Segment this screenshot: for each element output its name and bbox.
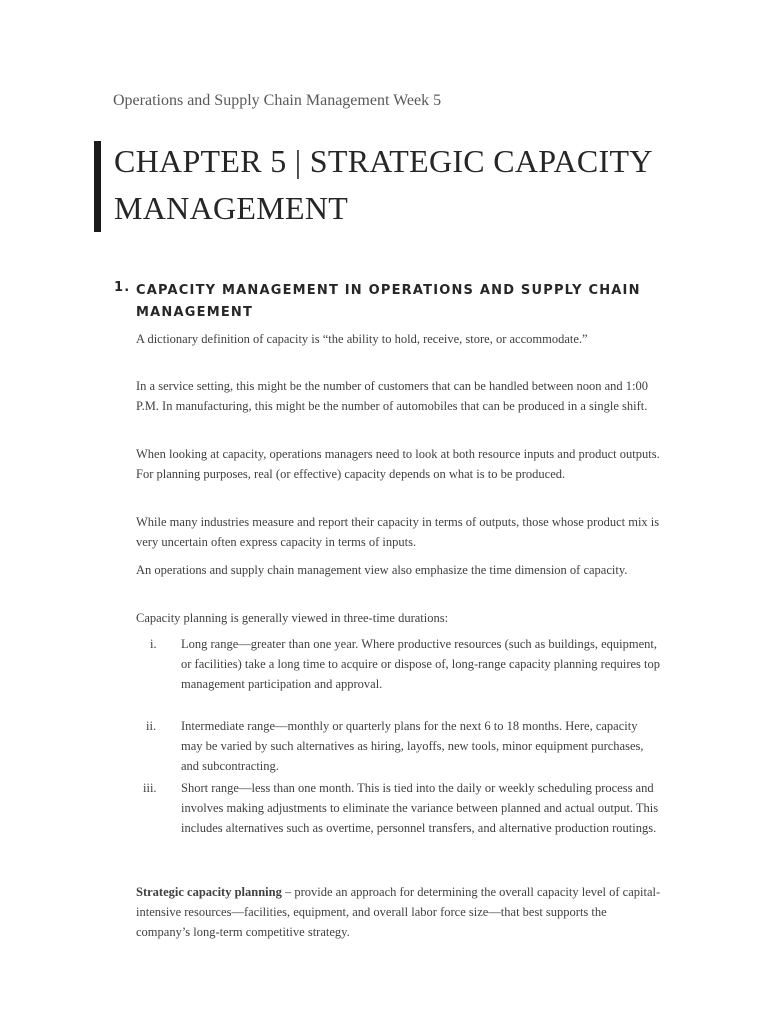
section-number: 1. — [114, 280, 131, 295]
section-heading: CAPACITY MANAGEMENT IN OPERATIONS AND SUPPLY CHAIN MANAGEMENT — [136, 283, 641, 320]
paragraph-time-dimension: An operations and supply chain management view also emphasize the time dimension of capacity. — [136, 563, 628, 577]
strategic-definition — [136, 882, 661, 942]
list-item-short-range: Short range—less than one month. This is tied into the daily or weekly scheduling process and involves making adjustments to eliminate the variance between planned and actual output. This includes alternatives such as overtime, personnel transfers, and alternative production routings. — [181, 781, 659, 835]
list-marker: i. — [150, 637, 157, 651]
strategic-term: Strategic capacity planning — [136, 885, 282, 899]
paragraph-inputs-outputs: When looking at capacity, operations managers need to look at both resource inputs and product outputs. For planning purposes, real (or effective) capacity depends on what is to be produced. — [136, 447, 660, 481]
list-marker: ii. — [146, 719, 157, 733]
paragraph-definition: A dictionary definition of capacity is “the ability to hold, receive, store, or accommodate.” — [136, 332, 588, 346]
list-item-intermediate-range: Intermediate range—monthly or quarterly plans for the next 6 to 18 months. Here, capacity may be varied by such alternatives as hiring, layoffs, new tools, minor equipment purchases, and subcontracting. — [181, 719, 644, 773]
document-header: Operations and Supply Chain Management Week 5 — [113, 92, 442, 109]
list-item-long-range: Long range—greater than one year. Where productive resources (such as buildings, equipment, or facilities) take a long time to acquire or dispose of, long-range capacity planning requires top management participation and approval. — [181, 637, 661, 691]
paragraph-industries: While many industries measure and report their capacity in terms of outputs, those whose product mix is very uncertain often express capacity in terms of inputs. — [136, 515, 660, 549]
paragraph-service-setting: In a service setting, this might be the number of customers that can be handled between noon and 1:00 P.M. In manufacturing, this might be the number of automobiles that can be produced in a single shift. — [136, 379, 649, 413]
chapter-title: CHAPTER 5 | STRATEGIC CAPACITY MANAGEMENT — [114, 143, 652, 226]
strategic-definition-text: – provide an approach for determining the overall capacity level of capital-intensive resources—facilities, equipment, and overall labor force size—that best supports the company’s long-term competitive strategy. — [136, 885, 661, 939]
paragraph-durations: Capacity planning is generally viewed in three-time durations: — [136, 611, 449, 625]
title-accent-bar — [94, 141, 101, 232]
list-marker: iii. — [143, 781, 157, 795]
